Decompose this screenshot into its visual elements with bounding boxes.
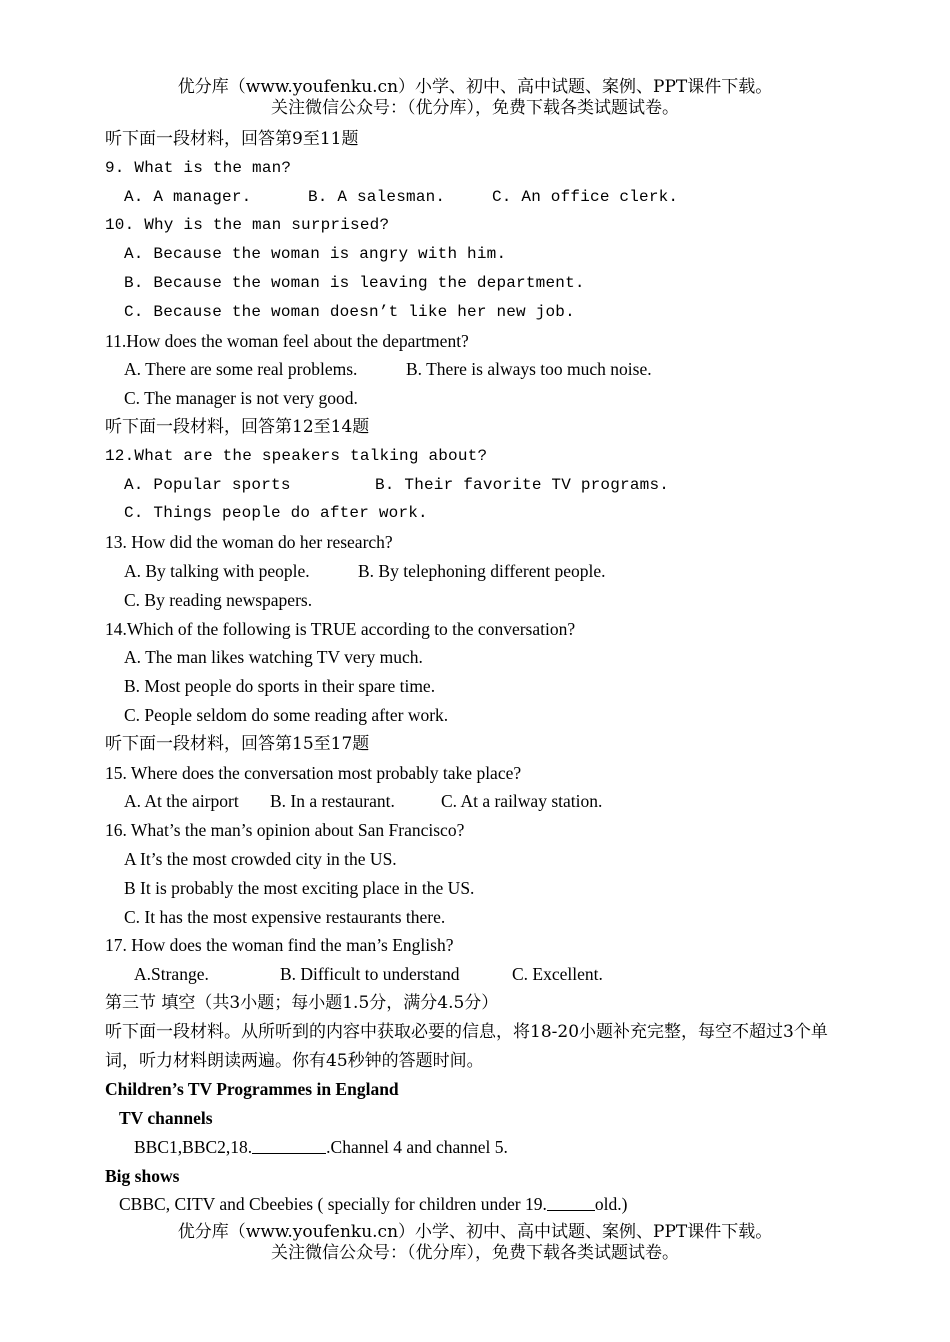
question-9-options — [105, 183, 850, 212]
notes-heading: Children’s TV Programmes in England — [105, 1079, 399, 1100]
question-17-stem: 17. How does the woman find the man’s English? — [105, 935, 454, 956]
footer-line-2: 关注微信公众号：（优分库），免费下载各类试题试卷。 — [271, 1243, 679, 1263]
question-16-option-b: B It is probably the most exciting place in the US. — [124, 877, 475, 898]
big-shows-text-before: CBBC, CITV and Cbeebies ( specially for children under 19. — [119, 1194, 547, 1215]
big-shows-line — [105, 1190, 850, 1219]
tv-channels-line — [105, 1133, 850, 1162]
question-17-option-c: C. Excellent. — [512, 964, 603, 985]
question-13-option-c: C. By reading newspapers. — [124, 589, 313, 610]
question-11-option-a: A. There are some real problems. — [124, 359, 358, 380]
question-17-options — [105, 960, 850, 989]
question-12-option-c: C. Things people do after work. — [124, 504, 428, 523]
question-10-option-b: B. Because the woman is leaving the department. — [124, 273, 585, 292]
question-11-options — [105, 355, 850, 384]
question-15-options — [105, 787, 850, 816]
big-shows-text-after: old.) — [594, 1194, 628, 1215]
question-10-stem: 10. Why is the man surprised? — [105, 216, 390, 235]
section-heading-15-17: 听下面一段材料，回答第15至17题 — [105, 733, 370, 754]
question-12-option-a: A. Popular sports — [124, 475, 291, 494]
answer-blank-18[interactable] — [252, 1137, 326, 1154]
question-14-stem: 14.Which of the following is TRUE according to the conversation? — [105, 618, 576, 639]
tv-channels-text-before: BBC1,BBC2,18. — [134, 1136, 253, 1157]
page-footer — [0, 1222, 950, 1264]
question-16-stem: 16. What’s the man’s opinion about San Francisco? — [105, 820, 465, 841]
question-10-option-a: A. Because the woman is angry with him. — [124, 245, 507, 264]
question-16-option-c: C. It has the most expensive restaurants there. — [124, 906, 446, 927]
question-12-option-b: B. Their favorite TV programs. — [375, 475, 670, 494]
question-13-option-a: A. By talking with people. — [124, 560, 310, 581]
question-15-stem: 15. Where does the conversation most probably take place? — [105, 762, 522, 783]
tv-channels-text-after: .Channel 4 and channel 5. — [326, 1136, 508, 1157]
question-11-option-b: B. There is always too much noise. — [406, 359, 652, 380]
question-15-option-b: B. In a restaurant. — [270, 791, 395, 812]
section-heading-9-11: 听下面一段材料，回答第9至11题 — [105, 129, 359, 149]
header-line-1: 优分库（www.youfenku.cn）小学、初中、高中试题、案例、PPT课件下载。 — [177, 77, 773, 97]
question-17-option-a: A.Strange. — [134, 964, 209, 985]
question-12-stem: 12.What are the speakers talking about? — [105, 446, 488, 465]
page-header — [0, 77, 950, 119]
question-13-stem: 13. How did the woman do her research? — [105, 532, 393, 553]
question-16-option-a: A It’s the most crowded city in the US. — [124, 848, 397, 869]
part-3-title: 第三节 填空（共3小题；每小题1.5分，满分4.5分） — [105, 992, 499, 1013]
question-15-option-c: C. At a railway station. — [441, 791, 603, 812]
question-13-options — [105, 557, 850, 586]
question-9-stem: 9. What is the man? — [105, 158, 292, 177]
question-17-option-b: B. Difficult to understand — [280, 964, 460, 985]
question-9-option-a: A. A manager. — [124, 187, 252, 206]
question-10-option-c: C. Because the woman doesn’t like her new job. — [124, 302, 575, 321]
question-14-option-c: C. People seldom do some reading after work. — [124, 704, 449, 725]
part-3-instruction: 听下面一段材料。从所听到的内容中获取必要的信息，将18-20小题补充完整，每空不超过3个单词，听力材料朗读两遍。你有45秒钟的答题时间。 — [105, 1021, 828, 1071]
answer-blank-19[interactable] — [547, 1194, 595, 1211]
question-14-option-a: A. The man likes watching TV very much. — [124, 647, 423, 668]
tv-channels-label: TV channels — [119, 1108, 213, 1129]
question-14-option-b: B. Most people do sports in their spare time. — [124, 676, 436, 697]
question-11-stem: 11.How does the woman feel about the department? — [105, 330, 469, 351]
question-9-option-b: B. A salesman. — [308, 187, 446, 206]
header-line-2: 关注微信公众号：（优分库），免费下载各类试题试卷。 — [271, 98, 679, 118]
question-13-option-b: B. By telephoning different people. — [358, 560, 606, 581]
footer-line-1: 优分库（www.youfenku.cn）小学、初中、高中试题、案例、PPT课件下载。 — [177, 1222, 773, 1242]
question-15-option-a: A. At the airport — [124, 791, 239, 812]
question-9-option-c: C. An office clerk. — [492, 187, 679, 206]
question-12-options — [105, 471, 850, 500]
big-shows-label: Big shows — [105, 1165, 180, 1186]
section-heading-12-14: 听下面一段材料，回答第12至14题 — [105, 416, 370, 437]
question-11-option-c: C. The manager is not very good. — [124, 388, 358, 409]
exam-content — [105, 125, 850, 1219]
